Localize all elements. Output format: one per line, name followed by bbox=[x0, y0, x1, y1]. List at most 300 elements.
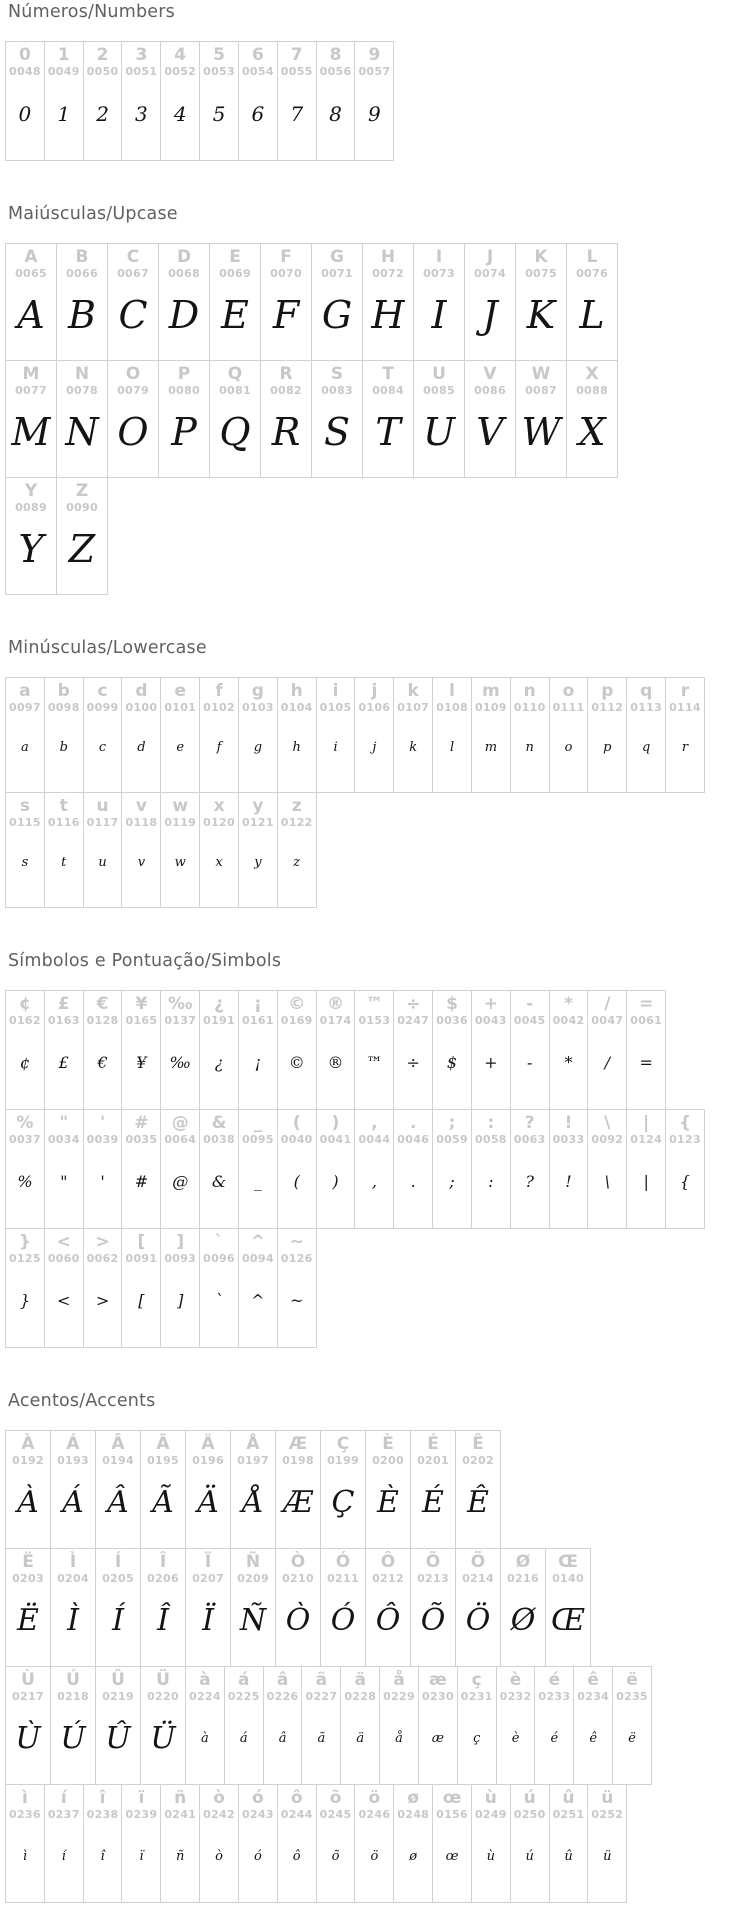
cell-unicode-code: 0047 bbox=[591, 1014, 624, 1027]
cell-character-label: P bbox=[177, 364, 191, 384]
glyph-cell-0087 bbox=[515, 360, 567, 478]
cell-unicode-code: 0102 bbox=[203, 701, 235, 714]
cell-character-label: Ö bbox=[470, 1552, 486, 1572]
glyph-cell-0209 bbox=[230, 1548, 276, 1667]
numbers-grid bbox=[5, 41, 730, 161]
cell-header bbox=[666, 678, 704, 715]
cell-character-label: í bbox=[60, 1788, 67, 1808]
cell-glyph-preview: M bbox=[11, 409, 51, 454]
cell-glyph-preview: - bbox=[526, 1053, 533, 1072]
cell-character-label: m bbox=[481, 681, 500, 701]
glyph-cell-0047 bbox=[587, 990, 627, 1110]
cell-header bbox=[57, 361, 107, 398]
cell-unicode-code: 0094 bbox=[241, 1252, 274, 1265]
cell-character-label: J bbox=[486, 247, 494, 267]
glyph-cell-0075 bbox=[515, 243, 567, 361]
cell-character-label: 3 bbox=[135, 45, 148, 65]
cell-header bbox=[516, 361, 566, 398]
cell-header bbox=[465, 244, 515, 281]
cell-glyph-preview: 8 bbox=[329, 101, 342, 126]
cell-header bbox=[627, 678, 665, 715]
cell-unicode-code: 0123 bbox=[669, 1133, 701, 1146]
section-title-accents: Acentos/Accents bbox=[8, 1391, 156, 1411]
accents-grid bbox=[5, 1430, 730, 1903]
cell-header bbox=[355, 991, 393, 1028]
cell-unicode-code: 0236 bbox=[9, 1808, 41, 1821]
cell-header bbox=[161, 793, 199, 830]
cell-header bbox=[666, 1110, 704, 1147]
cell-unicode-code: 0110 bbox=[513, 701, 546, 714]
cell-header bbox=[122, 793, 160, 830]
cell-unicode-code: 0210 bbox=[282, 1572, 314, 1585]
glyph-cell-0037 bbox=[5, 1109, 45, 1229]
cell-character-label: ì bbox=[22, 1788, 28, 1808]
cell-header bbox=[312, 244, 362, 281]
cell-header bbox=[433, 1785, 471, 1822]
cell-glyph-preview: 9 bbox=[368, 101, 381, 126]
glyph-row bbox=[5, 1228, 317, 1348]
cell-character-label: D bbox=[176, 247, 192, 267]
glyph-cell-0096 bbox=[199, 1228, 239, 1348]
cell-unicode-code: 0225 bbox=[227, 1690, 260, 1703]
cell-unicode-code: 0106 bbox=[358, 701, 391, 714]
cell-character-label: a bbox=[19, 681, 31, 701]
cell-character-label: ? bbox=[524, 1113, 535, 1133]
glyph-cell-0102 bbox=[199, 677, 239, 793]
glyph-cell-0056 bbox=[316, 41, 356, 161]
cell-glyph-preview: Æ bbox=[282, 1484, 314, 1520]
cell-character-label: £ bbox=[57, 994, 70, 1014]
cell-header bbox=[550, 1110, 588, 1147]
cell-header bbox=[550, 1785, 588, 1822]
cell-unicode-code: 0119 bbox=[164, 816, 197, 829]
cell-character-label: ¿ bbox=[214, 994, 224, 1014]
cell-character-label: O bbox=[125, 364, 141, 384]
cell-character-label: A bbox=[24, 247, 38, 267]
cell-header bbox=[6, 678, 44, 715]
cell-glyph-preview: £ bbox=[58, 1053, 69, 1072]
cell-character-label: ¡ bbox=[254, 994, 262, 1014]
cell-header bbox=[161, 1229, 199, 1266]
glyph-cell-0078 bbox=[56, 360, 108, 478]
glyph-cell-0116 bbox=[44, 792, 84, 908]
glyph-cell-0106 bbox=[354, 677, 394, 793]
cell-header bbox=[96, 1431, 140, 1468]
cell-character-label: _ bbox=[253, 1113, 263, 1133]
glyph-cell-0123 bbox=[665, 1109, 705, 1229]
cell-character-label: j bbox=[371, 681, 378, 701]
cell-character-label: = bbox=[639, 994, 654, 1014]
cell-header bbox=[497, 1667, 535, 1704]
cell-unicode-code: 0204 bbox=[57, 1572, 89, 1585]
glyph-cell-0082 bbox=[260, 360, 312, 478]
glyph-cell-0200 bbox=[365, 1430, 411, 1549]
cell-character-label: Ù bbox=[21, 1670, 35, 1690]
cell-glyph-preview: â bbox=[278, 1730, 287, 1746]
cell-unicode-code: 0247 bbox=[397, 1014, 430, 1027]
cell-header bbox=[550, 991, 588, 1028]
glyph-cell-0228 bbox=[340, 1666, 380, 1785]
cell-unicode-code: 0067 bbox=[117, 267, 149, 280]
cell-unicode-code: 0044 bbox=[358, 1133, 391, 1146]
cell-glyph-preview: ¿ bbox=[214, 1053, 224, 1072]
cell-unicode-code: 0072 bbox=[372, 267, 404, 280]
glyph-cell-0245 bbox=[316, 1784, 356, 1903]
cell-character-label: $ bbox=[446, 994, 458, 1014]
cell-glyph-preview: á bbox=[239, 1730, 248, 1746]
cell-character-label: T bbox=[382, 364, 394, 384]
cell-glyph-preview: û bbox=[564, 1848, 573, 1864]
glyph-cell-0076 bbox=[566, 243, 618, 361]
cell-header bbox=[317, 1785, 355, 1822]
cell-header bbox=[84, 678, 122, 715]
cell-character-label: Â bbox=[111, 1434, 125, 1454]
cell-header bbox=[161, 1785, 199, 1822]
cell-character-label: ã bbox=[315, 1670, 328, 1690]
cell-unicode-code: 0242 bbox=[203, 1808, 235, 1821]
cell-header bbox=[278, 1110, 316, 1147]
cell-unicode-code: 0246 bbox=[358, 1808, 391, 1821]
cell-unicode-code: 0104 bbox=[280, 701, 313, 714]
cell-character-label: Z bbox=[75, 481, 89, 501]
cell-character-label: o bbox=[562, 681, 575, 701]
cell-unicode-code: 0090 bbox=[66, 501, 98, 514]
glyph-cell-0108 bbox=[432, 677, 472, 793]
glyph-cell-0055 bbox=[277, 41, 317, 161]
cell-glyph-preview: V bbox=[476, 409, 504, 454]
cell-character-label: L bbox=[586, 247, 598, 267]
cell-header bbox=[6, 1229, 44, 1266]
cell-unicode-code: 0099 bbox=[86, 701, 119, 714]
cell-header bbox=[276, 1431, 320, 1468]
cell-character-label: U bbox=[432, 364, 446, 384]
section-accents bbox=[5, 1391, 730, 1903]
lowercase-grid bbox=[5, 677, 730, 908]
glyph-cell-0244 bbox=[277, 1784, 317, 1903]
cell-header bbox=[511, 1785, 549, 1822]
cell-unicode-code: 0191 bbox=[203, 1014, 235, 1027]
cell-unicode-code: 0097 bbox=[9, 701, 41, 714]
cell-glyph-preview: F bbox=[272, 292, 300, 337]
cell-unicode-code: 0206 bbox=[147, 1572, 179, 1585]
glyph-cell-0169 bbox=[277, 990, 317, 1110]
glyph-cell-0246 bbox=[354, 1784, 394, 1903]
cell-character-label: â bbox=[276, 1670, 289, 1690]
cell-header bbox=[239, 991, 277, 1028]
cell-glyph-preview: Ê bbox=[467, 1484, 489, 1520]
cell-unicode-code: 0224 bbox=[189, 1690, 221, 1703]
cell-glyph-preview: S bbox=[323, 409, 351, 454]
glyph-cell-0162 bbox=[5, 990, 45, 1110]
cell-header bbox=[45, 1110, 83, 1147]
cell-glyph-preview: ‰ bbox=[169, 1053, 191, 1072]
cell-header bbox=[411, 1431, 455, 1468]
cell-header bbox=[414, 244, 464, 281]
section-symbols bbox=[5, 951, 730, 1348]
cell-glyph-preview: / bbox=[604, 1053, 611, 1072]
glyph-cell-0044 bbox=[354, 1109, 394, 1229]
cell-header bbox=[394, 678, 432, 715]
cell-character-label: h bbox=[290, 681, 303, 701]
cell-character-label: 2 bbox=[96, 45, 109, 65]
glyph-row bbox=[5, 243, 618, 361]
cell-character-label: 8 bbox=[329, 45, 342, 65]
cell-character-label: t bbox=[59, 796, 68, 816]
cell-glyph-preview: ô bbox=[292, 1848, 301, 1864]
cell-unicode-code: 0218 bbox=[57, 1690, 89, 1703]
cell-glyph-preview: Ì bbox=[67, 1602, 79, 1638]
cell-glyph-preview: Œ bbox=[550, 1602, 586, 1638]
cell-header bbox=[567, 244, 617, 281]
cell-unicode-code: 0052 bbox=[164, 65, 197, 78]
cell-header bbox=[588, 678, 626, 715]
cell-unicode-code: 0124 bbox=[630, 1133, 663, 1146]
cell-unicode-code: 0049 bbox=[47, 65, 80, 78]
cell-unicode-code: 0055 bbox=[280, 65, 313, 78]
cell-glyph-preview: 7 bbox=[290, 101, 304, 126]
glyph-cell-0081 bbox=[209, 360, 261, 478]
glyph-cell-0243 bbox=[238, 1784, 278, 1903]
cell-character-label: S bbox=[330, 364, 344, 384]
cell-character-label: ( bbox=[292, 1113, 301, 1133]
glyph-cell-0204 bbox=[50, 1548, 96, 1667]
cell-glyph-preview: Ü bbox=[150, 1720, 176, 1756]
cell-header bbox=[355, 1785, 393, 1822]
glyph-cell-0234 bbox=[573, 1666, 613, 1785]
glyph-cell-0059 bbox=[432, 1109, 472, 1229]
cell-header bbox=[588, 1110, 626, 1147]
cell-header bbox=[567, 361, 617, 398]
cell-character-label: Ò bbox=[290, 1552, 306, 1572]
cell-unicode-code: 0100 bbox=[125, 701, 158, 714]
cell-header bbox=[122, 42, 160, 79]
section-title-symbols: Símbolos e Pontuação/Simbols bbox=[8, 951, 282, 971]
glyph-row bbox=[5, 1784, 627, 1903]
cell-glyph-preview: ¥ bbox=[136, 1053, 147, 1072]
glyph-cell-0113 bbox=[626, 677, 666, 793]
cell-header bbox=[6, 1431, 50, 1468]
cell-header bbox=[394, 1785, 432, 1822]
glyph-cell-0090 bbox=[56, 477, 108, 595]
cell-character-label: / bbox=[604, 994, 611, 1014]
cell-character-label: È bbox=[382, 1434, 394, 1454]
glyph-row bbox=[5, 792, 317, 908]
cell-character-label: ) bbox=[331, 1113, 340, 1133]
cell-glyph-preview: q bbox=[642, 740, 651, 755]
cell-header bbox=[363, 244, 413, 281]
cell-character-label: à bbox=[199, 1670, 211, 1690]
cell-unicode-code: 0121 bbox=[241, 816, 274, 829]
cell-glyph-preview: È bbox=[377, 1484, 399, 1520]
glyph-cell-0074 bbox=[464, 243, 516, 361]
cell-character-label: , bbox=[371, 1113, 378, 1133]
glyph-cell-0198 bbox=[275, 1430, 321, 1549]
cell-character-label: € bbox=[96, 994, 109, 1014]
cell-header bbox=[45, 1229, 83, 1266]
cell-character-label: { bbox=[678, 1113, 692, 1133]
cell-header bbox=[141, 1667, 185, 1704]
cell-character-label: Ì bbox=[69, 1552, 77, 1572]
cell-header bbox=[264, 1667, 302, 1704]
cell-unicode-code: 0056 bbox=[319, 65, 352, 78]
cell-character-label: K bbox=[534, 247, 548, 267]
cell-unicode-code: 0095 bbox=[241, 1133, 274, 1146]
cell-glyph-preview: ò bbox=[215, 1848, 223, 1864]
glyph-cell-0238 bbox=[83, 1784, 123, 1903]
glyph-cell-0057 bbox=[354, 41, 394, 161]
cell-unicode-code: 0202 bbox=[462, 1454, 494, 1467]
cell-glyph-preview: ] bbox=[177, 1291, 184, 1310]
glyph-cell-0216 bbox=[500, 1548, 546, 1667]
cell-header bbox=[200, 991, 238, 1028]
cell-character-label: R bbox=[279, 364, 293, 384]
cell-character-label: H bbox=[380, 247, 396, 267]
cell-unicode-code: 0209 bbox=[237, 1572, 269, 1585]
upcase-grid bbox=[5, 243, 730, 595]
cell-glyph-preview: ' bbox=[100, 1172, 105, 1191]
cell-unicode-code: 0140 bbox=[552, 1572, 584, 1585]
cell-header bbox=[6, 793, 44, 830]
cell-unicode-code: 0109 bbox=[474, 701, 507, 714]
cell-unicode-code: 0156 bbox=[436, 1808, 468, 1821]
glyph-cell-0088 bbox=[566, 360, 618, 478]
glyph-cell-0083 bbox=[311, 360, 363, 478]
cell-character-label: e bbox=[174, 681, 186, 701]
cell-character-label: ™ bbox=[365, 994, 383, 1014]
cell-glyph-preview: í bbox=[61, 1848, 66, 1864]
cell-glyph-preview: r bbox=[681, 740, 689, 755]
glyph-cell-0120 bbox=[199, 792, 239, 908]
cell-unicode-code: 0249 bbox=[474, 1808, 507, 1821]
section-title-upcase: Maiúsculas/Upcase bbox=[8, 204, 178, 224]
cell-unicode-code: 0163 bbox=[47, 1014, 80, 1027]
cell-glyph-preview: Ç bbox=[331, 1484, 355, 1520]
glyph-cell-0092 bbox=[587, 1109, 627, 1229]
cell-unicode-code: 0081 bbox=[219, 384, 251, 397]
cell-header bbox=[627, 1110, 665, 1147]
cell-header bbox=[96, 1667, 140, 1704]
cell-glyph-preview: õ bbox=[331, 1848, 340, 1864]
cell-header bbox=[355, 42, 393, 79]
glyph-cell-0203 bbox=[5, 1548, 51, 1667]
cell-unicode-code: 0061 bbox=[630, 1014, 663, 1027]
glyph-cell-0121 bbox=[238, 792, 278, 908]
cell-glyph-preview: { bbox=[679, 1172, 691, 1191]
cell-character-label: x bbox=[213, 796, 225, 816]
glyph-cell-0248 bbox=[393, 1784, 433, 1903]
cell-glyph-preview: P bbox=[171, 409, 197, 454]
cell-glyph-preview: G bbox=[321, 292, 353, 337]
cell-unicode-code: 0112 bbox=[591, 701, 624, 714]
glyph-cell-0202 bbox=[455, 1430, 501, 1549]
cell-unicode-code: 0228 bbox=[344, 1690, 377, 1703]
glyph-row bbox=[5, 1548, 591, 1667]
cell-glyph-preview: ö bbox=[370, 1848, 379, 1864]
cell-unicode-code: 0239 bbox=[125, 1808, 158, 1821]
cell-header bbox=[161, 1110, 199, 1147]
glyph-cell-0137 bbox=[160, 990, 200, 1110]
cell-character-label: ' bbox=[99, 1113, 106, 1133]
cell-character-label: # bbox=[134, 1113, 149, 1133]
glyph-cell-0140 bbox=[545, 1548, 591, 1667]
cell-character-label: q bbox=[640, 681, 653, 701]
cell-header bbox=[472, 1785, 510, 1822]
cell-unicode-code: 0043 bbox=[474, 1014, 507, 1027]
cell-header bbox=[108, 244, 158, 281]
glyph-cell-0077 bbox=[5, 360, 57, 478]
glyph-cell-0110 bbox=[510, 677, 550, 793]
glyph-cell-0191 bbox=[199, 990, 239, 1110]
glyph-cell-0109 bbox=[471, 677, 511, 793]
cell-header bbox=[51, 1431, 95, 1468]
cell-unicode-code: 0194 bbox=[102, 1454, 134, 1467]
glyph-cell-0046 bbox=[393, 1109, 433, 1229]
cell-unicode-code: 0101 bbox=[164, 701, 197, 714]
cell-glyph-preview: ø bbox=[409, 1848, 418, 1864]
cell-unicode-code: 0088 bbox=[576, 384, 608, 397]
cell-character-label: ô bbox=[290, 1788, 303, 1808]
cell-header bbox=[613, 1667, 651, 1704]
glyph-cell-0153 bbox=[354, 990, 394, 1110]
cell-unicode-code: 0219 bbox=[102, 1690, 134, 1703]
glyph-cell-0119 bbox=[160, 792, 200, 908]
glyph-cell-0104 bbox=[277, 677, 317, 793]
cell-glyph-preview: è bbox=[511, 1730, 520, 1746]
glyph-cell-0067 bbox=[107, 243, 159, 361]
cell-header bbox=[394, 1110, 432, 1147]
cell-glyph-preview: ã bbox=[317, 1730, 326, 1746]
cell-unicode-code: 0192 bbox=[12, 1454, 44, 1467]
cell-header bbox=[210, 361, 260, 398]
glyph-cell-0128 bbox=[83, 990, 123, 1110]
glyph-cell-0068 bbox=[158, 243, 210, 361]
cell-unicode-code: 0078 bbox=[66, 384, 98, 397]
cell-unicode-code: 0083 bbox=[321, 384, 353, 397]
glyph-cell-0095 bbox=[238, 1109, 278, 1229]
cell-glyph-preview: E bbox=[221, 292, 249, 337]
cell-glyph-preview: A bbox=[17, 292, 45, 337]
cell-character-label: r bbox=[680, 681, 690, 701]
cell-glyph-preview: Â bbox=[107, 1484, 129, 1520]
cell-header bbox=[546, 1549, 590, 1586]
glyph-cell-0086 bbox=[464, 360, 516, 478]
cell-character-label: á bbox=[238, 1670, 250, 1690]
cell-character-label: ë bbox=[626, 1670, 638, 1690]
glyph-cell-0040 bbox=[277, 1109, 317, 1229]
cell-header bbox=[200, 42, 238, 79]
cell-character-label: ó bbox=[252, 1788, 264, 1808]
cell-character-label: ¢ bbox=[18, 994, 31, 1014]
cell-header bbox=[141, 1549, 185, 1586]
cell-unicode-code: 0248 bbox=[397, 1808, 430, 1821]
glyph-cell-0230 bbox=[418, 1666, 458, 1785]
glyph-cell-0239 bbox=[121, 1784, 161, 1903]
cell-character-label: Î bbox=[159, 1552, 167, 1572]
cell-glyph-preview: L bbox=[579, 292, 605, 337]
cell-glyph-preview: l bbox=[449, 740, 455, 755]
glyph-cell-0035 bbox=[121, 1109, 161, 1229]
cell-glyph-preview: [ bbox=[138, 1291, 145, 1310]
cell-header bbox=[317, 991, 355, 1028]
glyph-cell-0242 bbox=[199, 1784, 239, 1903]
cell-character-label: 0 bbox=[18, 45, 31, 65]
cell-glyph-preview: \ bbox=[604, 1172, 611, 1191]
cell-character-label: V bbox=[483, 364, 497, 384]
cell-character-label: b bbox=[57, 681, 70, 701]
cell-glyph-preview: Ò bbox=[285, 1602, 311, 1638]
cell-unicode-code: 0241 bbox=[164, 1808, 197, 1821]
cell-glyph-preview: Á bbox=[62, 1484, 84, 1520]
